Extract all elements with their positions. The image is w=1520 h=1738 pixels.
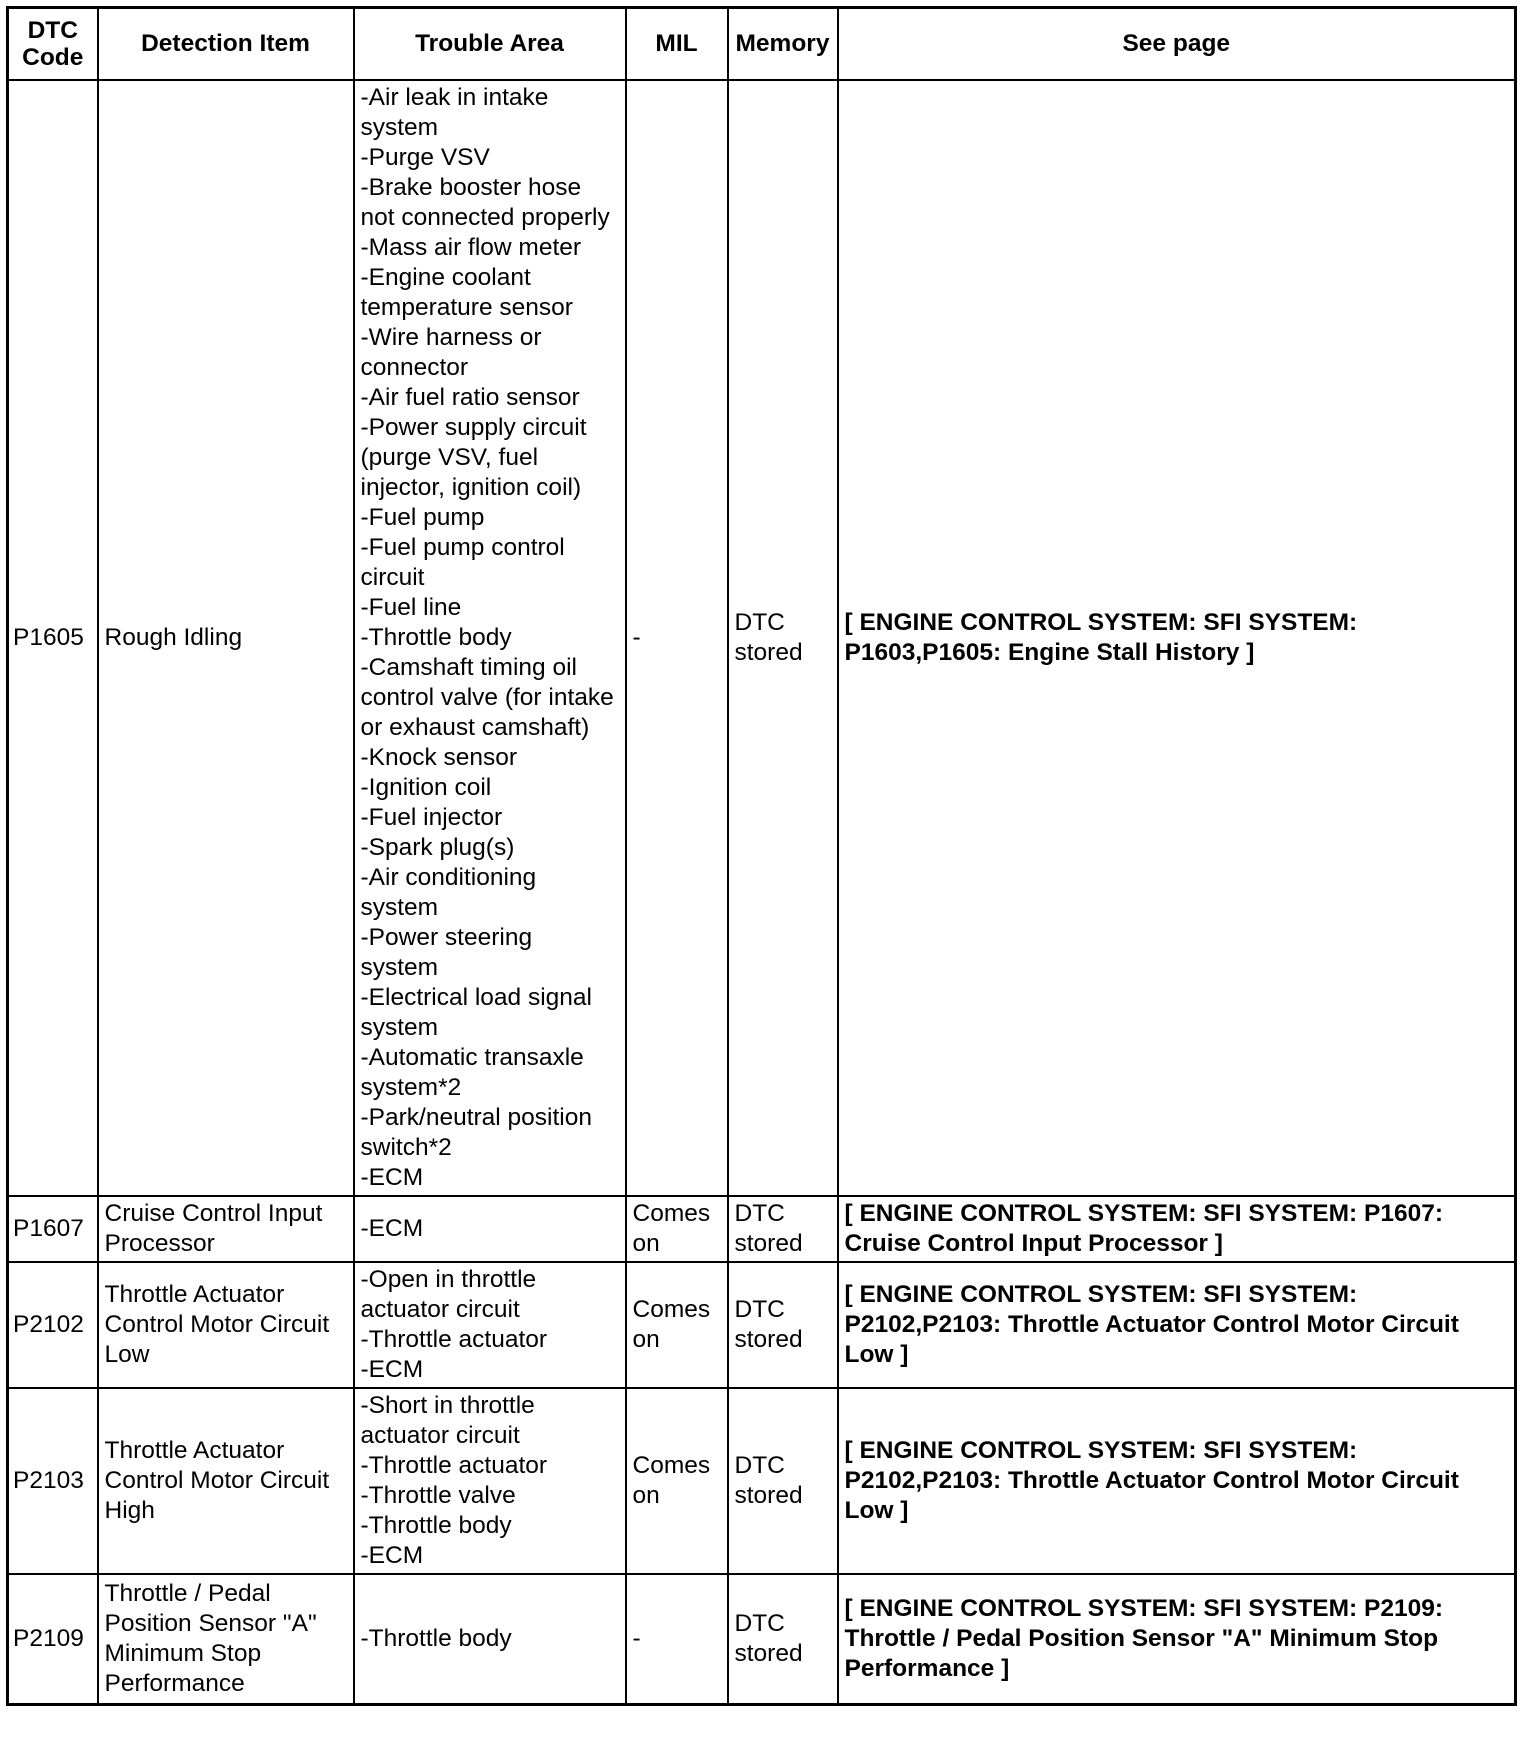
- mil-cell: -: [626, 80, 728, 1196]
- see-page-link[interactable]: [ ENGINE CONTROL SYSTEM: SFI SYSTEM: P1607: Cruise Control Input Processor ]: [838, 1196, 1516, 1262]
- memory-cell: DTC stored: [728, 1262, 838, 1388]
- table-row: [8, 1262, 1516, 1388]
- dtc-code-cell: P1605: [8, 80, 98, 1196]
- header-detection-item: Detection Item: [98, 8, 354, 81]
- table-row: [8, 1574, 1516, 1704]
- trouble-area-cell: -Throttle body: [354, 1574, 626, 1704]
- memory-cell: DTC stored: [728, 80, 838, 1196]
- header-see-page: See page: [838, 8, 1516, 81]
- mil-cell: Comes on: [626, 1388, 728, 1574]
- dtc-code-cell: P2109: [8, 1574, 98, 1704]
- trouble-area-cell: -Air leak in intake system -Purge VSV -Brake booster hose not connected properly -Mass air flow meter -Engine coolant temperature sensor -Wire harness or connector -Air fuel ratio sensor -Power supply circuit (purge VSV, fuel injector, ignition coil) -Fuel pump -Fuel pump control circuit -Fuel line -Throttle body -Camshaft timing oil control valve (for intake or exhaust camshaft) -Knock sensor -Ignition coil -Fuel injector -Spark plug(s) -Air conditioning system -Power steering system -Electrical load signal system -Automatic transaxle system*2 -Park/neutral position switch*2 -ECM: [354, 80, 626, 1196]
- header-mil: MIL: [626, 8, 728, 81]
- detection-item-cell: Throttle Actuator Control Motor Circuit High: [98, 1388, 354, 1574]
- table-row: [8, 80, 1516, 1196]
- trouble-area-cell: -ECM: [354, 1196, 626, 1262]
- detection-item-cell: Throttle / Pedal Position Sensor "A" Minimum Stop Performance: [98, 1574, 354, 1704]
- header-dtc-code: DTC Code: [8, 8, 98, 81]
- header-memory: Memory: [728, 8, 838, 81]
- mil-cell: Comes on: [626, 1196, 728, 1262]
- see-page-link[interactable]: [ ENGINE CONTROL SYSTEM: SFI SYSTEM: P2109: Throttle / Pedal Position Sensor "A" Minimum Stop Performance ]: [838, 1574, 1516, 1704]
- trouble-area-cell: -Short in throttle actuator circuit -Throttle actuator -Throttle valve -Throttle body -ECM: [354, 1388, 626, 1574]
- header-trouble-area: Trouble Area: [354, 8, 626, 81]
- trouble-area-cell: -Open in throttle actuator circuit -Throttle actuator -ECM: [354, 1262, 626, 1388]
- dtc-code-cell: P1607: [8, 1196, 98, 1262]
- dtc-code-cell: P2103: [8, 1388, 98, 1574]
- dtc-table: [6, 6, 1517, 1706]
- detection-item-cell: Cruise Control Input Processor: [98, 1196, 354, 1262]
- mil-cell: -: [626, 1574, 728, 1704]
- detection-item-cell: Rough Idling: [98, 80, 354, 1196]
- memory-cell: DTC stored: [728, 1196, 838, 1262]
- see-page-link[interactable]: [ ENGINE CONTROL SYSTEM: SFI SYSTEM: P2102,P2103: Throttle Actuator Control Motor Circuit Low ]: [838, 1388, 1516, 1574]
- memory-cell: DTC stored: [728, 1388, 838, 1574]
- memory-cell: DTC stored: [728, 1574, 838, 1704]
- table-row: [8, 1196, 1516, 1262]
- mil-cell: Comes on: [626, 1262, 728, 1388]
- header-row: [8, 8, 1516, 81]
- detection-item-cell: Throttle Actuator Control Motor Circuit Low: [98, 1262, 354, 1388]
- table-row: [8, 1388, 1516, 1574]
- see-page-link[interactable]: [ ENGINE CONTROL SYSTEM: SFI SYSTEM: P1603,P1605: Engine Stall History ]: [838, 80, 1516, 1196]
- see-page-link[interactable]: [ ENGINE CONTROL SYSTEM: SFI SYSTEM: P2102,P2103: Throttle Actuator Control Motor Circuit Low ]: [838, 1262, 1516, 1388]
- dtc-code-cell: P2102: [8, 1262, 98, 1388]
